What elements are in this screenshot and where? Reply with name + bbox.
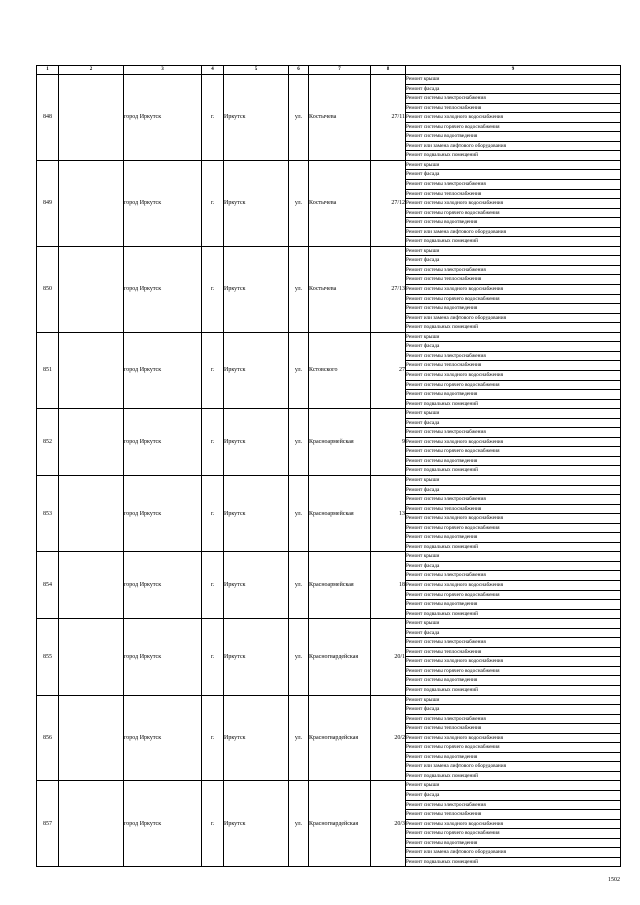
work-item: Ремонт системы водоотведения [406,676,621,686]
street-type: ул. [289,781,309,867]
work-item: Ремонт системы водоотведения [406,456,621,466]
header-cell: 6 [289,66,309,75]
work-item: Ремонт крыши [406,246,621,256]
work-item: Ремонт системы горячего водоснабжения [406,294,621,304]
work-item: Ремонт системы электроснабжения [406,571,621,581]
city-name: Иркутск [224,75,289,161]
settlement-name [59,552,124,619]
table-row [37,475,621,485]
page-number: 1502 [608,877,620,883]
work-item: Ремонт системы водоотведения [406,390,621,400]
street-type: ул. [289,75,309,161]
header-cell: 1 [37,66,59,75]
work-item: Ремонт системы теплоснабжения [406,275,621,285]
work-item: Ремонт системы электроснабжения [406,94,621,104]
work-item: Ремонт крыши [406,75,621,85]
settlement-name [59,160,124,246]
work-item: Ремонт системы холодного водоснабжения [406,514,621,524]
work-item: Ремонт крыши [406,695,621,705]
work-item: Ремонт подвальных помещений [406,771,621,781]
work-item: Ремонт или замена лифтового оборудования [406,762,621,772]
work-item: Ремонт или замена лифтового оборудования [406,141,621,151]
settlement-name [59,475,124,551]
work-item: Ремонт крыши [406,781,621,791]
street-name: Костычева [309,160,371,246]
work-item: Ремонт системы горячего водоснабжения [406,380,621,390]
municipality-name: город Иркутск [124,409,202,476]
work-item: Ремонт системы водоотведения [406,132,621,142]
table-row [37,75,621,85]
work-item: Ремонт системы теплоснабжения [406,103,621,113]
work-item: Ремонт крыши [406,619,621,629]
municipality-name: город Иркутск [124,332,202,408]
work-item: Ремонт системы холодного водоснабжения [406,657,621,667]
municipality-name: город Иркутск [124,75,202,161]
street-name: Красноармейская [309,409,371,476]
street-name: Кстовского [309,332,371,408]
work-item: Ремонт подвальных помещений [406,686,621,696]
house-number: 20/3 [371,781,406,867]
city-name: Иркутск [224,160,289,246]
work-item: Ремонт системы электроснабжения [406,351,621,361]
house-number: 27/12 [371,160,406,246]
work-item: Ремонт системы горячего водоснабжения [406,590,621,600]
street-name: Красноармейская [309,552,371,619]
city-type: г. [202,475,224,551]
work-item: Ремонт подвальных помещений [406,466,621,476]
street-type: ул. [289,619,309,695]
table-row [37,246,621,256]
work-item: Ремонт системы электроснабжения [406,800,621,810]
header-row [37,66,621,75]
work-item: Ремонт системы холодного водоснабжения [406,437,621,447]
record-number: 850 [37,246,59,332]
city-type: г. [202,781,224,867]
city-name: Иркутск [224,409,289,476]
municipality-name: город Иркутск [124,781,202,867]
work-item: Ремонт системы водоотведения [406,533,621,543]
work-item: Ремонт системы электроснабжения [406,714,621,724]
work-item: Ремонт фасада [406,485,621,495]
work-item: Ремонт системы теплоснабжения [406,724,621,734]
work-item: Ремонт системы холодного водоснабжения [406,285,621,295]
municipality-name: город Иркутск [124,160,202,246]
work-item: Ремонт подвальных помещений [406,542,621,552]
work-item: Ремонт системы холодного водоснабжения [406,733,621,743]
city-name: Иркутск [224,552,289,619]
work-item: Ремонт системы водоотведения [406,304,621,314]
record-number: 854 [37,552,59,619]
street-type: ул. [289,246,309,332]
house-number: 27/13 [371,246,406,332]
work-item: Ремонт системы теплоснабжения [406,647,621,657]
work-item: Ремонт системы водоотведения [406,600,621,610]
work-item: Ремонт системы горячего водоснабжения [406,523,621,533]
street-type: ул. [289,695,309,781]
street-name: Красногвардейская [309,695,371,781]
work-item: Ремонт фасада [406,256,621,266]
record-number: 855 [37,619,59,695]
work-item: Ремонт системы горячего водоснабжения [406,666,621,676]
municipality-name: город Иркутск [124,695,202,781]
city-name: Иркутск [224,695,289,781]
header-cell: 5 [224,66,289,75]
city-type: г. [202,409,224,476]
header-cell: 4 [202,66,224,75]
work-item: Ремонт крыши [406,160,621,170]
settlement-name [59,695,124,781]
work-item: Ремонт крыши [406,409,621,419]
table-row [37,409,621,419]
header-cell: 2 [59,66,124,75]
settlement-name [59,619,124,695]
municipality-name: город Иркутск [124,246,202,332]
work-item: Ремонт подвальных помещений [406,609,621,619]
work-item: Ремонт системы горячего водоснабжения [406,122,621,132]
record-number: 857 [37,781,59,867]
work-item: Ремонт подвальных помещений [406,151,621,161]
work-item: Ремонт крыши [406,552,621,562]
header-cell: 7 [309,66,371,75]
settlement-name [59,332,124,408]
work-item: Ремонт или замена лифтового оборудования [406,313,621,323]
house-number: 9 [371,409,406,476]
work-item: Ремонт системы холодного водоснабжения [406,370,621,380]
work-item: Ремонт фасада [406,170,621,180]
street-type: ул. [289,409,309,476]
street-type: ул. [289,160,309,246]
work-item: Ремонт фасада [406,342,621,352]
table-row [37,552,621,562]
municipality-name: город Иркутск [124,552,202,619]
table-row [37,619,621,629]
table-row [37,160,621,170]
work-item: Ремонт системы холодного водоснабжения [406,113,621,123]
street-name: Красногвардейская [309,781,371,867]
street-type: ул. [289,552,309,619]
work-item: Ремонт системы горячего водоснабжения [406,829,621,839]
house-number: 13 [371,475,406,551]
work-item: Ремонт крыши [406,332,621,342]
city-name: Иркутск [224,475,289,551]
work-item: Ремонт подвальных помещений [406,323,621,333]
table-row [37,781,621,791]
city-type: г. [202,332,224,408]
city-name: Иркутск [224,246,289,332]
work-item: Ремонт подвальных помещений [406,857,621,867]
work-item: Ремонт системы теплоснабжения [406,810,621,820]
city-name: Иркутск [224,619,289,695]
house-number: 20/1 [371,619,406,695]
street-name: Красноармейская [309,475,371,551]
record-number: 849 [37,160,59,246]
city-type: г. [202,160,224,246]
work-item: Ремонт системы теплоснабжения [406,361,621,371]
municipality-name: город Иркутск [124,619,202,695]
street-name: Красногвардейская [309,619,371,695]
work-item: Ремонт системы теплоснабжения [406,189,621,199]
work-item: Ремонт фасада [406,705,621,715]
work-item: Ремонт системы теплоснабжения [406,504,621,514]
work-item: Ремонт системы горячего водоснабжения [406,743,621,753]
work-item: Ремонт фасада [406,561,621,571]
settlement-name [59,246,124,332]
record-number: 851 [37,332,59,408]
work-item: Ремонт системы холодного водоснабжения [406,819,621,829]
work-item: Ремонт крыши [406,475,621,485]
work-item: Ремонт системы электроснабжения [406,495,621,505]
work-item: Ремонт системы горячего водоснабжения [406,208,621,218]
house-number: 27 [371,332,406,408]
street-type: ул. [289,332,309,408]
street-name: Костычева [309,246,371,332]
work-item: Ремонт или замена лифтового оборудования [406,227,621,237]
city-type: г. [202,75,224,161]
municipality-name: город Иркутск [124,475,202,551]
settlement-name [59,781,124,867]
city-name: Иркутск [224,781,289,867]
city-type: г. [202,246,224,332]
table-row [37,695,621,705]
work-item: Ремонт фасада [406,418,621,428]
table-row [37,332,621,342]
city-type: г. [202,552,224,619]
work-item: Ремонт системы водоотведения [406,752,621,762]
work-item: Ремонт фасада [406,84,621,94]
header-cell: 9 [406,66,621,75]
work-item: Ремонт системы холодного водоснабжения [406,199,621,209]
house-number: 20/2 [371,695,406,781]
house-number: 27/11 [371,75,406,161]
work-item: Ремонт системы водоотведения [406,838,621,848]
work-item: Ремонт подвальных помещений [406,399,621,409]
header-cell: 3 [124,66,202,75]
work-item: Ремонт системы водоотведения [406,218,621,228]
work-item: Ремонт подвальных помещений [406,237,621,247]
city-type: г. [202,619,224,695]
header-cell: 8 [371,66,406,75]
city-type: г. [202,695,224,781]
street-name: Костычева [309,75,371,161]
record-number: 853 [37,475,59,551]
work-item: Ремонт фасада [406,628,621,638]
city-name: Иркутск [224,332,289,408]
work-item: Ремонт или замена лифтового оборудования [406,848,621,858]
record-number: 848 [37,75,59,161]
house-number: 18 [371,552,406,619]
work-item: Ремонт системы электроснабжения [406,638,621,648]
works-table [36,65,621,867]
settlement-name [59,409,124,476]
work-item: Ремонт системы холодного водоснабжения [406,580,621,590]
work-item: Ремонт системы электроснабжения [406,180,621,190]
street-type: ул. [289,475,309,551]
work-item: Ремонт фасада [406,791,621,801]
work-item: Ремонт системы горячего водоснабжения [406,447,621,457]
record-number: 852 [37,409,59,476]
work-item: Ремонт системы электроснабжения [406,428,621,438]
table-body [37,75,621,867]
work-item: Ремонт системы электроснабжения [406,265,621,275]
record-number: 856 [37,695,59,781]
settlement-name [59,75,124,161]
